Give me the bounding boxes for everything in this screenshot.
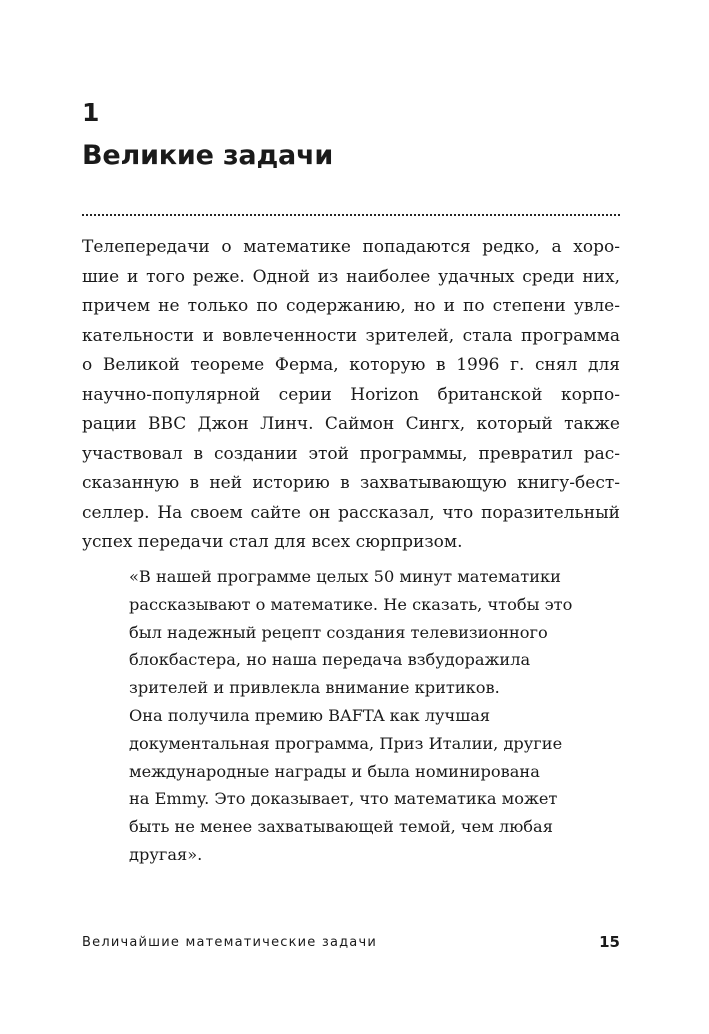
body-line: научно-популярной серии Horizon британской корпо- [82, 384, 620, 405]
body-line: селлер. На своем сайте он рассказал, что поразительный [82, 502, 620, 523]
quote-line: документальная программа, Приз Италии, другие [129, 733, 563, 753]
quote-line: международные награды и была номинирована [129, 761, 540, 781]
quote-line: рассказывают о математике. Не сказать, чтобы это [129, 594, 573, 614]
quote-line: блокбастера, но наша передача взбудоражила [129, 650, 531, 670]
body-line: сказанную в ней историю в захватывающую книгу-бест- [82, 473, 620, 493]
quote-line: другая». [129, 844, 203, 864]
running-title: Величайшие математические задачи [82, 935, 378, 950]
quote-line: был надежный рецепт создания телевизионного [129, 622, 548, 642]
body-paragraph [82, 233, 620, 558]
page-number: 15 [599, 933, 620, 951]
quote-line: зрителей и привлекла внимание критиков. [129, 678, 500, 698]
body-line: Телепередачи о математике попадаются редко, а хоро- [82, 237, 620, 257]
chapter-number: 1 [82, 98, 100, 127]
body-line: причем не только по содержанию, но и по степени увле- [82, 296, 620, 316]
body-line: участвовал в создании этой программы, превратил рас- [82, 443, 620, 464]
body-line: кательности и вовлеченности зрителей, стала программа [82, 325, 620, 346]
quote-line: Она получила премию BAFTA как лучшая [129, 705, 491, 725]
body-line: успех передачи стал для всех сюрпризом. [82, 532, 463, 552]
body-line: шие и того реже. Одной из наиболее удачных среди них, [82, 266, 620, 287]
body-line: о Великой теореме Ферма, которую в 1996 г. снял для [82, 355, 620, 375]
body-line: рации BBC Джон Линч. Саймон Сингх, который также [82, 414, 620, 434]
block-quote [129, 563, 599, 869]
chapter-title: Великие задачи [82, 140, 334, 171]
dotted-divider [82, 214, 620, 216]
quote-line: быть не менее захватывающей темой, чем любая [129, 817, 553, 837]
quote-line: «В нашей программе целых 50 минут математики [129, 567, 561, 586]
quote-line: на Emmy. Это доказывает, что математика может [129, 789, 558, 809]
